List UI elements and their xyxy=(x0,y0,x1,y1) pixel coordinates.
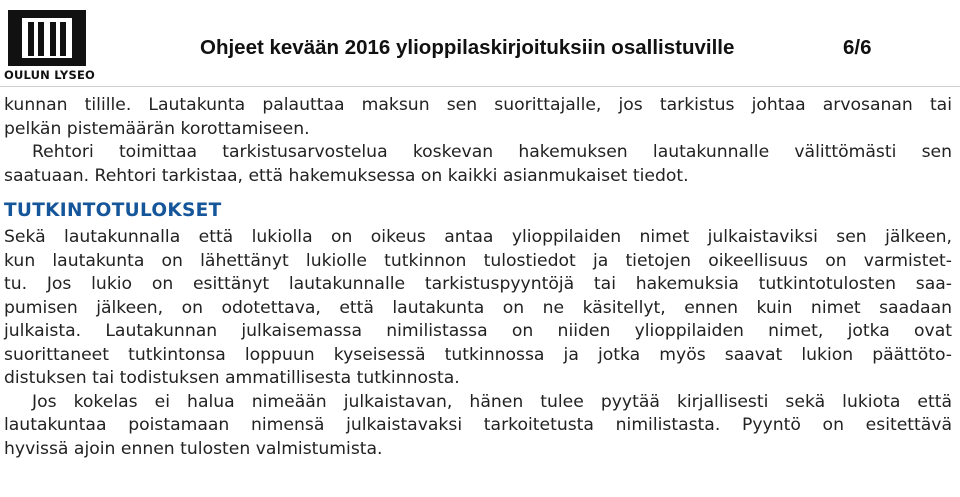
page-title: Ohjeet kevään 2016 ylioppilaskirjoituksiin osallistuville xyxy=(200,36,735,59)
text-line: pelkän pistemäärän korottamiseen. xyxy=(4,118,310,139)
paragraph xyxy=(4,94,956,141)
text-line: kun lautakunta on lähettänyt lukiolle tutkinnon tulostiedot ja tietojen oikeellisuus on varmistet- xyxy=(4,250,952,271)
paragraph xyxy=(4,141,956,188)
text-line: julkaista. Lautakunnan julkaisemassa nimilistassa on niiden ylioppilaiden nimet, jotka ovat xyxy=(4,321,952,341)
column-building-icon xyxy=(4,4,90,66)
text-line: distuksen tai todistuksen ammatillisesta tutkinnosta. xyxy=(4,368,460,388)
text-line: tu. Jos lukio on esittänyt lautakunnalle tarkistuspyyntöjä tai hakemuksia tutkintotulosten saa- xyxy=(4,274,952,294)
text-line: Sekä lautakunnalla että lukiolla on oikeus antaa ylioppilaiden nimet julkaistaviksi sen jälkeen, xyxy=(4,227,952,247)
text-line: Rehtori toimittaa tarkistusarvostelua koskevan hakemuksen lautakunnalle välittömästi sen xyxy=(32,142,952,162)
text-line: kunnan tilille. Lautakunta palauttaa maksun sen suorittajalle, jos tarkistus johtaa arvosanan tai xyxy=(4,95,952,115)
document-body xyxy=(4,94,956,461)
text-line: saatuaan. Rehtori tarkistaa, että hakemuksessa on kaikki asianmukaiset tiedot. xyxy=(4,165,689,186)
page-number: 6/6 xyxy=(843,36,872,59)
header-divider xyxy=(0,86,960,87)
logo-text: OULUN LYSEO xyxy=(4,68,95,82)
text-line: hyvissä ajoin ennen tulosten valmistumista. xyxy=(4,438,383,459)
paragraph xyxy=(4,226,956,391)
section-heading: TUTKINTOTULOKSET xyxy=(4,200,222,221)
text-line: suorittaneet tutkintonsa loppuun kyseisessä tutkinnossa ja jotka myös saavat lukion päättöto- xyxy=(4,344,952,365)
paragraph xyxy=(4,391,956,462)
text-line: lautakuntaa poistamaan nimensä julkaistavaksi tarkoitetusta nimilistasta. Pyyntö on esitettävä xyxy=(4,415,952,435)
text-line: pumisen jälkeen, on odotettava, että lautakunta on ne käsitellyt, ennen kuin nimet saadaan xyxy=(4,297,952,318)
school-logo xyxy=(4,4,95,86)
text-line: Jos kokelas ei halua nimeään julkaistavan, hänen tulee pyytää kirjallisesti sekä lukiota että xyxy=(32,391,952,412)
